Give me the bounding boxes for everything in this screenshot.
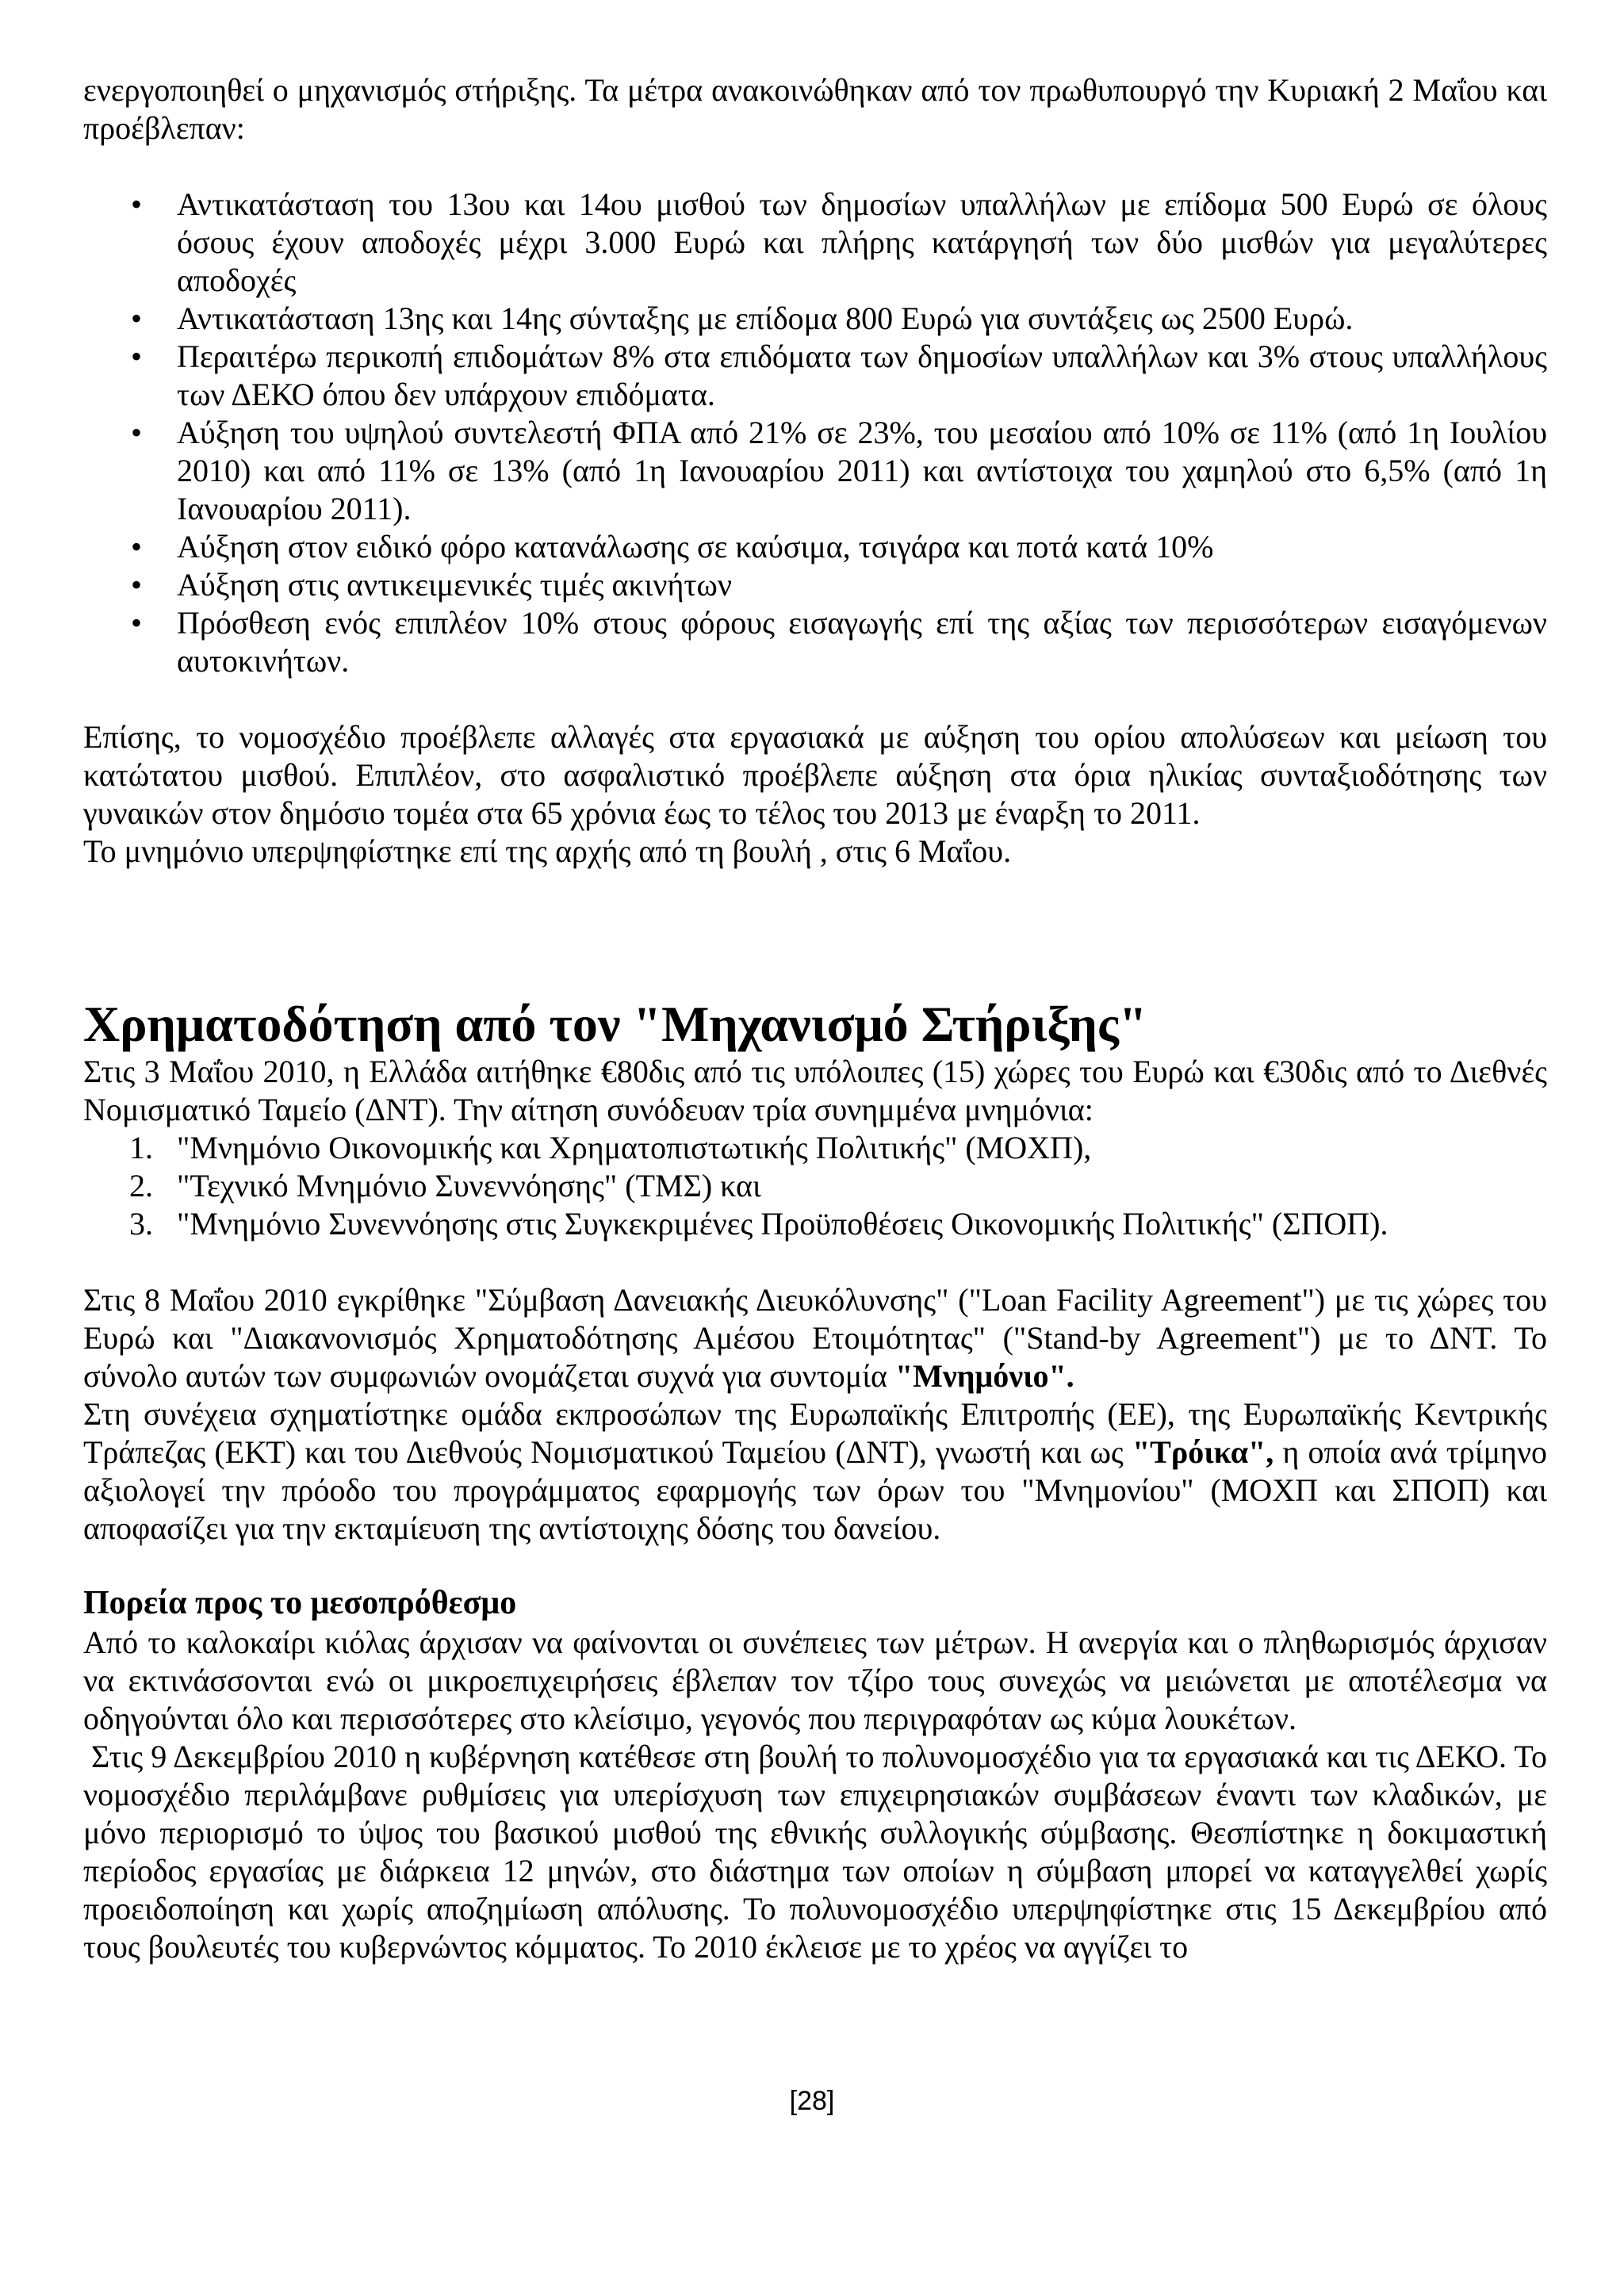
section-heading-medium-term: Πορεία προς το μεσοπρόθεσμο (83, 1585, 517, 1621)
measures-list (83, 186, 1547, 680)
spacer (83, 871, 1547, 996)
medium-term-paragraph-2 (83, 1738, 1547, 1966)
list-text: "Μνημόνιο Συνεννόησης στις Συγκεκριμένες Προϋποθέσεις Οικονομικής Πολιτικής" (ΣΠΟΠ). (177, 1206, 1388, 1242)
spacer (83, 147, 1547, 186)
list-number: 3. (129, 1206, 153, 1242)
section-heading-financing: Χρηματοδότηση από τον "Μηχανισμό Στήριξης" (83, 996, 1147, 1052)
medium-term-paragraph-1: Από το καλοκαίρι κιόλας άρχισαν να φαίνονται οι συνέπειες των μέτρων. Η ανεργία και ο πληθωρισμός άρχισαν να εκτινάσσονται ενώ οι μικροεπιχειρήσεις έβλεπαν τον τζίρο τους συνεχώς να μειώνεται με αποτέλεσμα να οδηγούνται όλο και περισσότερες στο κλείσιμο, γεγονός που περιγραφόταν ως κύμα λουκέτων. (83, 1624, 1547, 1736)
list-item: • Πρόσθεση ενός επιπλέον 10% στους φόρους εισαγωγής επί της αξίας των περισσότερων εισαγόμενων αυτοκινήτων. (83, 604, 1547, 680)
intro-paragraph: ενεργοποιηθεί ο μηχανισμός στήριξης. Τα μέτρα ανακοινώθηκαν από τον πρωθυπουργό την Κυριακή 2 Μαΐου και προέβλεπαν: (83, 72, 1547, 146)
troika-bold-term: "Τρόικα", (1132, 1434, 1274, 1470)
troika-text-start: Στη συνέχεια σχηματίστηκε ομάδα εκπροσώπων της Ευρωπαϊκής Επιτροπής (ΕΕ), της Ευρωπαϊκής Κεντρικής Τράπεζας (ΕΚΤ) και του Διεθνούς Νομισματικού Ταμείου (ΔΝΤ), γνωστή και ως (83, 1396, 1547, 1470)
vote-paragraph: Το μνημόνιο υπερψηφίστηκε επί της αρχής από τη βουλή , στις 6 Μαΐου. (83, 833, 1012, 869)
memoranda-list (83, 1129, 1547, 1243)
spacer (83, 1243, 1547, 1281)
list-item: • Αύξηση στον ειδικό φόρο κατανάλωσης σε καύσιμα, τσιγάρα και ποτά κατά 10% (83, 528, 1547, 566)
page-number: [28] (789, 2086, 835, 2116)
list-text: "Τεχνικό Μνημόνιο Συνεννόησης" (ΤΜΣ) και (177, 1168, 761, 1203)
troika-paragraph (83, 1395, 1547, 1548)
list-item (83, 1205, 1547, 1243)
list-item: • Αύξηση στις αντικειμενικές τιμές ακινήτων (83, 566, 1547, 604)
spacer (83, 1548, 1547, 1582)
list-item: • Αντικατάσταση του 13ου και 14ου μισθού των δημοσίων υπαλλήλων με επίδομα 500 Ευρώ σε όλους όσους έχουν αποδοχές μέχρι 3.000 Ευρώ και πλήρης κατάργησή των δύο μισθών για μεγαλύτερες αποδοχές (83, 186, 1547, 300)
list-number: 2. (129, 1168, 153, 1203)
spacer (83, 680, 1547, 718)
financing-paragraph: Στις 3 Μαΐου 2010, η Ελλάδα αιτήθηκε €80δις από τις υπόλοιπες (15) χώρες του Ευρώ και €30δις από το Διεθνές Νομισματικό Ταμείο (ΔΝΤ). Την αίτηση συνόδευαν τρία συνημμένα μνημόνια: (83, 1054, 1547, 1127)
approval-paragraph (83, 1281, 1547, 1395)
labor-paragraph: Επίσης, το νομοσχέδιο προέβλεπε αλλαγές στα εργασιακά με αύξηση του ορίου απολύσεων και μείωση του κατώτατου μισθού. Επιπλέον, στο ασφαλιστικό προέβλεπε αύξηση στα όρια ηλικίας συνταξιοδότησης των γυναικών στον δημόσιο τομέα στα 65 χρόνια έως το τέλος του 2013 με έναρξη το 2011. (83, 719, 1547, 831)
list-item: • Περαιτέρω περικοπή επιδομάτων 8% στα επιδόματα των δημοσίων υπαλλήλων και 3% στους υπαλλήλους των ΔΕΚΟ όπου δεν υπάρχουν επιδόματα. (83, 338, 1547, 414)
approval-bold-term: "Μνημόνιο". (894, 1358, 1074, 1394)
list-item: • Αύξηση του υψηλού συντελεστή ΦΠΑ από 21% σε 23%, του μεσαίου από 10% σε 11% (από 1η Ιουλίου 2010) και από 11% σε 13% (από 1η Ιανουαρίου 2011) και αντίστοιχα του χαμηλού στο 6,5% (από 1η Ιανουαρίου 2011). (83, 414, 1547, 528)
list-item (83, 1167, 1547, 1205)
list-text: "Μνημόνιο Οικονομικής και Χρηματοπιστωτικής Πολιτικής" (ΜΟΧΠ), (177, 1130, 1092, 1165)
list-item: • Αντικατάσταση 13ης και 14ης σύνταξης με επίδομα 800 Ευρώ για συντάξεις ως 2500 Ευρώ. (83, 300, 1547, 338)
list-item (83, 1129, 1547, 1167)
approval-text: Στις 8 Μαΐου 2010 εγκρίθηκε "Σύμβαση Δανειακής Διευκόλυνσης" ("Loan Facility Agreement") με τις χώρες του Ευρώ και "Διακανονισμός Χρηματοδότησης Αμέσου Ετοιμότητας" ("Stand-by Agreement") με το ΔΝΤ. Το σύνολο αυτών των συμφωνιών ονομάζεται συχνά για συντομία (83, 1282, 1547, 1394)
document-page (83, 71, 1547, 1966)
medium-term-text: Στις 9 Δεκεμβρίου 2010 η κυβέρνηση κατέθεσε στη βουλή το πολυνομοσχέδιο για τα εργασιακά και τις ΔΕΚΟ. Το νομοσχέδιο περιλάμβανε ρυθμίσεις για υπερίσχυση των επιχειρησιακών συμβάσεων έναντι των κλαδικών, με μόνο περιορισμό το ύψος του βασικού μισθού της εθνικής συλλογικής σύμβασης. Θεσπίστηκε η δοκιμαστική περίοδος εργασίας με διάρκεια 12 μηνών, στο διάστημα των οποίων η σύμβαση μπορεί να καταγγελθεί χωρίς προειδοποίηση και χωρίς αποζημίωση απόλυσης. Το πολυνομοσχέδιο υπερψηφίστηκε στις 15 Δεκεμβρίου από τους βουλευτές του κυβερνώντος κόμματος. Το 2010 έκλεισε με το χρέος να αγγίζει το (83, 1739, 1547, 1965)
list-number: 1. (129, 1130, 153, 1165)
troika-text-end: η οποία ανά τρίμηνο αξιολογεί την πρόοδο του προγράμματος εφαρμογής των όρων του "Μνημονίου" (ΜΟΧΠ και ΣΠΟΠ) και αποφασίζει για την εκταμίευση της αντίστοιχης δόσης του δανείου. (83, 1434, 1548, 1546)
